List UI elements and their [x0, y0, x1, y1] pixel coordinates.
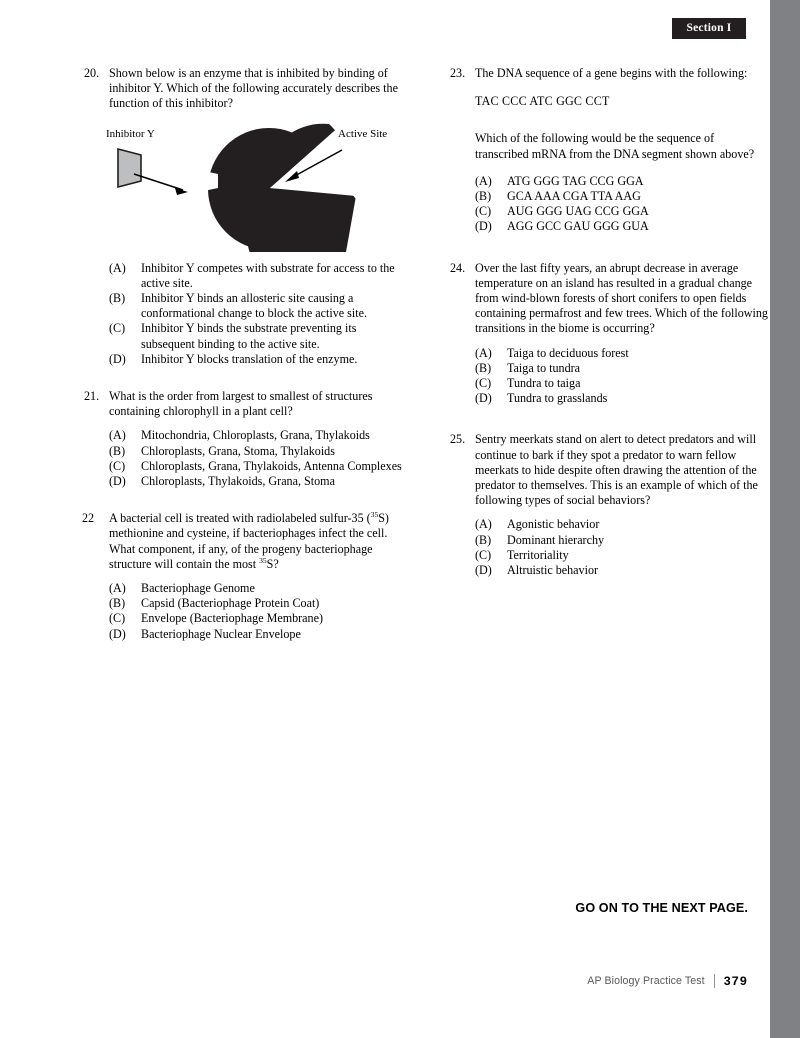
footer-page-number: 379: [723, 974, 748, 988]
choice-23-d-label: (D): [475, 219, 492, 234]
choice-24-d-label: (D): [475, 391, 492, 406]
choice-21-a[interactable]: [109, 428, 404, 443]
choice-25-b[interactable]: [475, 533, 770, 548]
question-22-sup-1: 35: [370, 510, 379, 520]
choice-21-b-label: (B): [109, 443, 126, 458]
choice-20-a-label: (A): [109, 260, 126, 275]
choice-20-c[interactable]: [109, 321, 404, 351]
footer-test-name: AP Biology Practice Test: [587, 975, 705, 987]
choice-22-c-text: Envelope (Bacteriophage Membrane): [141, 611, 323, 626]
right-column: [450, 66, 770, 594]
choice-22-c-label: (C): [109, 611, 126, 626]
choice-24-d-text: Tundra to grasslands: [507, 391, 608, 406]
question-25-stem: [450, 432, 770, 508]
choice-20-b-text: Inhibitor Y binds an allosteric site causing a conformational change to block the active site.: [141, 291, 368, 321]
choice-24-c-text: Tundra to taiga: [507, 376, 581, 391]
choice-21-a-label: (A): [109, 428, 126, 443]
section-badge: Section I: [672, 18, 746, 39]
go-on-notice: GO ON TO THE NEXT PAGE.: [575, 901, 748, 915]
choice-21-c[interactable]: [109, 459, 404, 474]
choice-25-d-text: Altruistic behavior: [507, 563, 599, 578]
choice-20-c-text: Inhibitor Y binds the substrate preventing its subsequent binding to the active site.: [141, 321, 357, 351]
choice-23-d-text: AGG GCC GAU GGG GUA: [507, 219, 649, 234]
question-20-choices: [84, 261, 404, 367]
choice-20-d-label: (D): [109, 351, 126, 366]
choice-25-d-label: (D): [475, 563, 492, 578]
choice-25-c-text: Territoriality: [507, 547, 569, 562]
choice-25-a-label: (A): [475, 517, 492, 532]
footer-divider: [714, 974, 715, 988]
choice-20-a-text: Inhibitor Y competes with substrate for access to the active site.: [141, 260, 395, 290]
choice-24-b-text: Taiga to tundra: [507, 360, 581, 375]
choice-23-a[interactable]: [475, 174, 770, 189]
choice-23-d[interactable]: [475, 219, 770, 234]
question-22-stem: [84, 511, 404, 572]
choice-20-b[interactable]: [109, 291, 404, 321]
active-site-label: Active Site: [338, 127, 388, 140]
choice-25-a[interactable]: [475, 517, 770, 532]
inhibitor-label: Inhibitor Y: [106, 127, 155, 140]
question-23-number: 23.: [450, 66, 466, 80]
question-25-text: Sentry meerkats stand on alert to detect predators and will continue to bark if they spot a predator to warn fellow meerkats to hide despite often drawing the attention of the predator to themselves. This is an example of which of the following types of social behaviors?: [475, 432, 758, 508]
choice-20-a[interactable]: [109, 261, 404, 291]
question-22-text-part1: A bacterial cell is treated with radiolabeled sulfur-35 (: [109, 511, 371, 526]
enzyme-body-group: [176, 124, 384, 252]
enzyme-inhibitor-figure: [84, 122, 404, 252]
choice-22-d[interactable]: [109, 627, 404, 642]
choice-22-b-label: (B): [109, 596, 126, 611]
question-24: [450, 261, 770, 407]
choice-23-c-label: (C): [475, 204, 492, 219]
choice-25-a-text: Agonistic behavior: [507, 517, 600, 532]
choice-21-d[interactable]: [109, 474, 404, 489]
choice-20-c-label: (C): [109, 321, 126, 336]
question-22-text-part2: S) methionine and cysteine, if bacteriophages infect the cell. What component, if any, of the progeny bacteriophage structure will contain the most: [109, 511, 389, 571]
question-22: [84, 511, 404, 642]
choice-22-d-text: Bacteriophage Nuclear Envelope: [141, 626, 301, 641]
question-25-number: 25.: [450, 432, 466, 447]
question-23-choices: [450, 174, 770, 235]
choice-23-b-text: GCA AAA CGA TTA AAG: [507, 189, 641, 204]
choice-23-a-label: (A): [475, 173, 492, 188]
question-20-stem: [84, 66, 404, 112]
question-22-text-part3: S?: [266, 556, 279, 571]
choice-22-b-text: Capsid (Bacteriophage Protein Coat): [141, 596, 320, 611]
question-22-choices: [84, 581, 404, 642]
choice-22-a[interactable]: [109, 581, 404, 596]
choice-24-a-text: Taiga to deciduous forest: [507, 345, 629, 360]
choice-23-c-text: AUG GGG UAG CCG GGA: [507, 204, 649, 219]
choice-20-b-label: (B): [109, 291, 126, 306]
choice-21-a-text: Mitochondria, Chloroplasts, Grana, Thylakoids: [141, 428, 370, 443]
choice-22-c[interactable]: [109, 611, 404, 626]
choice-21-b-text: Chloroplasts, Grana, Stoma, Thylakoids: [141, 443, 335, 458]
choice-24-a[interactable]: [475, 346, 770, 361]
choice-21-c-text: Chloroplasts, Grana, Thylakoids, Antenna Complexes: [141, 458, 402, 473]
inhibitor-shape: [118, 149, 141, 187]
question-24-stem: [450, 261, 770, 337]
choice-24-d[interactable]: [475, 391, 770, 406]
page-footer: [587, 974, 748, 988]
question-24-number: 24.: [450, 260, 466, 275]
choice-23-a-text: ATG GGG TAG CCG GGA: [507, 173, 644, 188]
question-25-choices: [450, 517, 770, 578]
choice-24-c-label: (C): [475, 376, 492, 391]
choice-22-d-label: (D): [109, 626, 126, 641]
choice-21-d-text: Chloroplasts, Thylakoids, Grana, Stoma: [141, 474, 335, 489]
question-25: [450, 432, 770, 578]
question-21-text: What is the order from largest to smallest of structures containing chlorophyll in a plant cell?: [109, 389, 373, 419]
question-20: [84, 66, 404, 367]
question-23-dna-sequence: TAC CCC ATC GGC CCT: [475, 94, 610, 109]
choice-23-b[interactable]: [475, 189, 770, 204]
choice-25-c[interactable]: [475, 548, 770, 563]
question-22-sup-2: 35: [259, 555, 267, 565]
question-21-choices: [84, 428, 404, 489]
choice-25-b-text: Dominant hierarchy: [507, 532, 605, 547]
choice-21-c-label: (C): [109, 458, 126, 473]
question-23-stem: [450, 66, 770, 81]
choice-20-d-text: Inhibitor Y blocks translation of the enzyme.: [141, 351, 358, 366]
question-20-text: Shown below is an enzyme that is inhibited by binding of inhibitor Y. Which of the following accurately describes the function of this inhibitor?: [109, 66, 398, 111]
question-24-text: Over the last fifty years, an abrupt decrease in average temperature on an island has resulted in a gradual change from wind-blown forests of short conifers to open fields containing permafrost and few trees. Which of the following transitions in the biome is occurring?: [475, 260, 768, 336]
question-23: [450, 66, 770, 235]
choice-24-b-label: (B): [475, 360, 492, 375]
question-23-text: The DNA sequence of a gene begins with the following:: [475, 66, 748, 80]
question-21-stem: [84, 389, 404, 419]
choice-25-b-label: (B): [475, 532, 492, 547]
choice-23-c[interactable]: [475, 204, 770, 219]
question-20-number: 20.: [84, 66, 100, 80]
left-column: [84, 66, 404, 658]
choice-22-b[interactable]: [109, 596, 404, 611]
question-21: [84, 389, 404, 489]
choice-21-b[interactable]: [109, 444, 404, 459]
choice-22-a-label: (A): [109, 581, 126, 596]
page-edge-bar: [770, 0, 800, 1038]
choice-20-d[interactable]: [109, 352, 404, 367]
question-23-followup: Which of the following would be the sequence of transcribed mRNA from the DNA segment shown above?: [475, 131, 755, 161]
choice-22-a-text: Bacteriophage Genome: [141, 581, 255, 596]
choice-25-d[interactable]: [475, 563, 770, 578]
choice-25-c-label: (C): [475, 547, 492, 562]
choice-24-b[interactable]: [475, 361, 770, 376]
question-21-number: 21.: [84, 389, 100, 404]
question-22-number: 22: [82, 511, 95, 526]
choice-24-c[interactable]: [475, 376, 770, 391]
question-24-choices: [450, 346, 770, 407]
choice-23-b-label: (B): [475, 189, 492, 204]
choice-24-a-label: (A): [475, 345, 492, 360]
choice-21-d-label: (D): [109, 474, 126, 489]
